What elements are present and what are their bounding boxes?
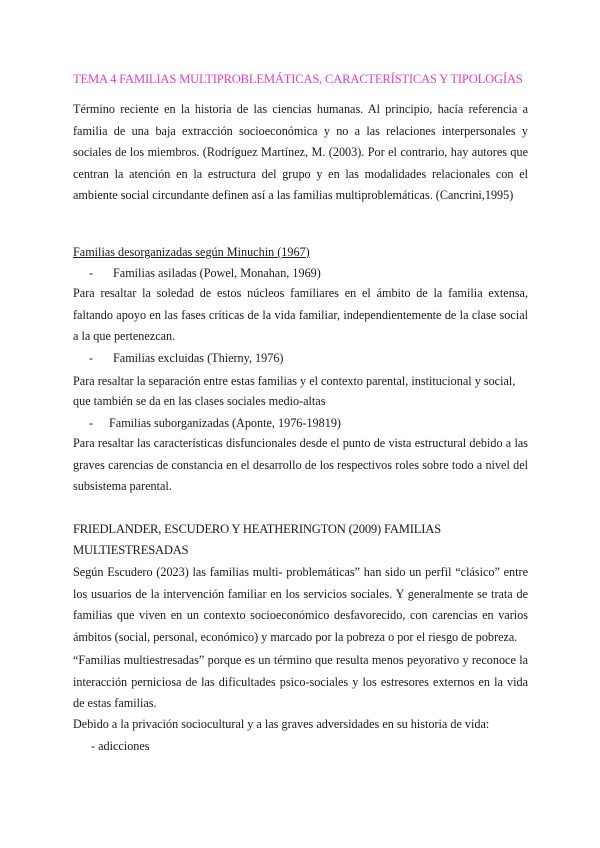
bullet-familias-asiladas [89, 264, 321, 282]
bullet-excluidas-text-line1: Para resaltar la separación entre estas familias y el contexto parental, institucional y social, [73, 374, 516, 388]
section2-paragraph-1: Según Escudero (2023) las familias multi- problemáticas” han sido un perfil “clásico” entre los usuarios de la intervención familiar en los servicios sociales. Y generalmente se trata de familias que viven en un contexto socioeconómico desfavorecido, con carencias en varios ámbitos (social, personal, económico) y marcado por la pobreza o por el riesgo de pobreza. [73, 565, 528, 644]
bullet-label: Familias asiladas (Powel, Monahan, 1969) [113, 266, 321, 280]
bullet-dash: - [89, 266, 94, 280]
bullet-dash: - [89, 416, 94, 430]
section2-title: FRIEDLANDER, ESCUDERO Y HEATHERINGTON (2009) FAMILIAS MULTIESTRESADAS [73, 522, 441, 557]
minuchin-heading: Familias desorganizadas según Minuchin (1967) [73, 245, 310, 259]
bullet-suborganizadas-text: Para resaltar las características disfuncionales desde el punto de vista estructural debido a las graves carencias de constancia en el desarrollo de los respectivos roles sobre todo a nivel del subsistema parental. [73, 436, 528, 493]
document-title: TEMA 4 FAMILIAS MULTIPROBLEMÁTICAS, CARACTERÍSTICAS Y TIPOLOGÍAS [73, 72, 523, 86]
bullet-familias-excluidas [89, 349, 283, 367]
intro-paragraph: Término reciente en la historia de las ciencias humanas. Al principio, hacía referencia a familia de una baja extracción socioeconómica y no a las relaciones interpersonales y sociales de los miembros. (Rodríguez Martínez, M. (2003). Por el contrario, hay autores que centran la atención en la estructura del grupo y en las modalidades relacionales con el ambiente social circundante definen así a las familias multiproblemáticas. (Cancrini,1995) [73, 102, 528, 202]
bullet-label: Familias excluidas (Thierny, 1976) [113, 351, 284, 365]
bullet-dash: - [89, 351, 94, 365]
list-item-adicciones: - adicciones [91, 739, 150, 753]
bullet-asiladas-text: Para resaltar la soledad de estos núcleos familiares en el ámbito de la familia extensa, faltando apoyo en las fases críticas de la vida familiar, independientemente de la clase social a la que pertenezcan. [73, 286, 528, 343]
bullet-label: Familias suborganizadas (Aponte, 1976-19819) [109, 416, 341, 430]
bullet-excluidas-text-line2: que también se da en las clases sociales medio-altas [73, 394, 326, 408]
section2-paragraph-2: “Familias multiestresadas” porque es un término que resulta menos peyorativo y reconoce la interacción perniciosa de las dificultades psico-sociales y los estresores externos en la vida de estas familias. [73, 653, 528, 710]
bullet-familias-suborganizadas [89, 414, 341, 432]
section2-paragraph-3: Debido a la privación sociocultural y a las graves adversidades en su historia de vida: [73, 717, 490, 731]
